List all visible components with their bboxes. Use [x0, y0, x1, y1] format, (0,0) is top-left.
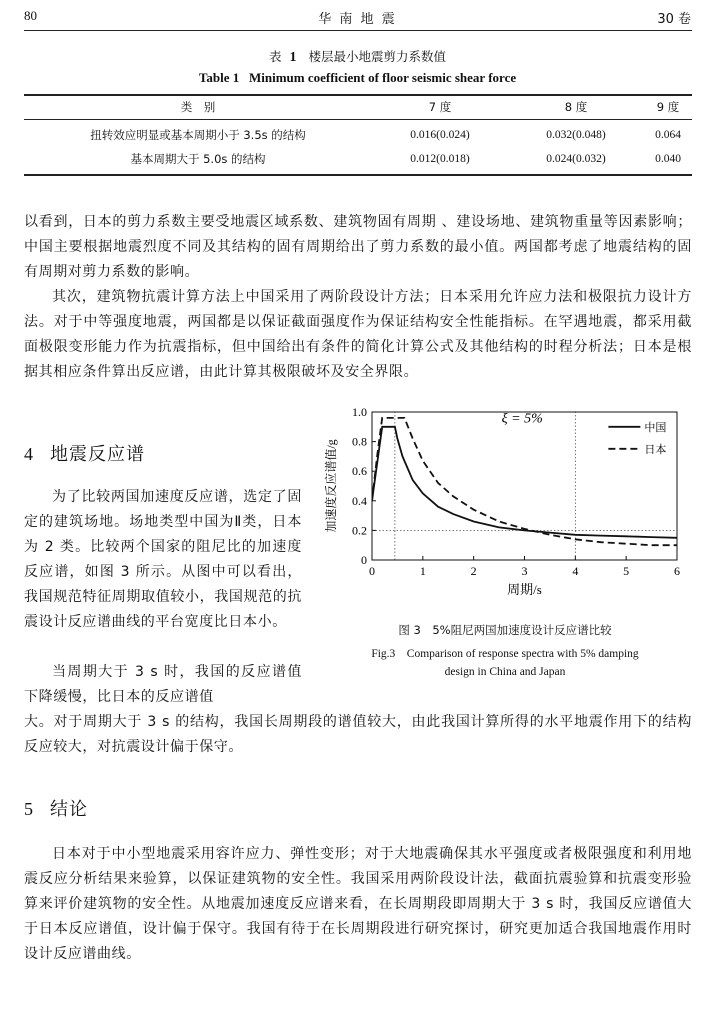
y-axis-label: 加速度反应谱值/g — [324, 439, 338, 533]
table-header-cell: 7 度 — [372, 95, 508, 120]
x-tick-label: 5 — [623, 564, 630, 578]
y-tick-label: 0.4 — [352, 493, 367, 508]
figure3-caption-en-2: design in China and Japan — [444, 666, 566, 678]
table-cell: 0.032(0.048) — [546, 129, 606, 141]
volume-label: 30 卷 — [657, 12, 691, 27]
table-header-cell: 8 度 — [508, 95, 644, 120]
section-number: 4 — [24, 444, 34, 464]
x-tick-label: 6 — [674, 564, 680, 578]
table-cell: 0.064 — [655, 129, 681, 141]
table-cell: 0.040 — [655, 153, 681, 165]
table1-caption-cn — [0, 47, 715, 66]
legend-label: 中国 — [644, 421, 667, 434]
legend-label: 日本 — [644, 443, 667, 456]
table-cell: 扭转效应明显或基本周期小于 3.5s 的结构 — [90, 128, 306, 142]
section-5-heading — [24, 795, 88, 821]
table-cell: 0.012(0.018) — [410, 153, 470, 165]
paragraph-1: 以看到，日本的剪力系数主要受地震区域系数、建筑物固有周期 、建设场地、建筑物重量等因素影响；中国主要根据地震烈度不同及其结构的固有周期给出了剪力系数的最小值。两国都考虑了地震结构的固有周期对剪力系数的影响。 — [24, 214, 692, 280]
x-tick-label: 4 — [572, 564, 579, 578]
table1-caption-prefix: 表 — [269, 49, 282, 64]
table1-caption-en: Table 1 Minimum coefficient of floor seismic shear force — [198, 70, 517, 85]
y-tick-label: 0.2 — [352, 523, 367, 538]
paragraph-3: 为了比较两国加速度反应谱，选定了固定的建筑场地。场地类型中国为Ⅱ类，日本为 2 类。比较两个国家的阻尼比的加速度反应谱，如图 3 所示。从图中可以看出，我国规范特征周期取值较小，我国规范的抗震设计反应谱曲线的平台宽度比日本小。 — [24, 489, 302, 630]
damping-annotation: ξ = 5% — [501, 411, 543, 427]
series-line-china — [372, 427, 677, 538]
table-header-cell: 类 别 — [24, 95, 372, 120]
table1 — [24, 95, 692, 171]
table-cell: 基本周期大于 5.0s 的结构 — [130, 152, 266, 166]
table1-caption-title: 楼层最小地震剪力系数值 — [308, 49, 446, 64]
section-title: 结论 — [50, 799, 88, 820]
paragraph-4b: 大。对于周期大于 3 s 的结构，我国长周期段的谱值较大，由此我国计算所得的水平地震作用下的结构反应较大，对抗震设计偏于保守。 — [24, 714, 692, 755]
x-tick-label: 3 — [521, 564, 528, 578]
section-4-heading — [24, 440, 145, 466]
x-tick-label: 2 — [470, 564, 477, 578]
x-tick-label: 1 — [419, 564, 426, 578]
table-header-row — [24, 95, 692, 120]
table-row — [24, 120, 692, 148]
figure3-caption-en-1: Fig.3 Comparison of response spectra with 5% damping — [371, 648, 639, 660]
series-line-japan — [372, 418, 677, 545]
y-tick-label: 1.0 — [352, 405, 367, 419]
table-header-cell: 9 度 — [644, 95, 692, 120]
x-axis-label: 周期/s — [507, 582, 542, 597]
paragraph-2: 其次，建筑物抗震计算方法上中国采用了两阶段设计方法；日本采用允许应力法和极限抗力设计方法。对于中等强度地震，两国都是以保证截面强度作为保证结构安全性能指标。在罕遇地震，都采用截面极限变形能力作为抗震指标，但中国给出有条件的简化计算公式及其他结构的时程分析法；日本是根据其相应条件算出反应谱，由此计算其极限破坏及安全界限。 — [24, 289, 692, 380]
figure3-caption-cn: 图 3 5%阻尼两国加速度设计反应谱比较 — [398, 623, 612, 637]
x-tick-label: 0 — [369, 564, 375, 578]
paragraph-5: 日本对于中小型地震采用容许应力、弹性变形；对于大地震确保其水平强度或者极限强度和利用地震反应分析结果来验算，以保证建筑物的安全性。我国采用两阶段设计法，截面抗震验算和抗震变形验算来评价建筑物的安全性。从地震加速度反应谱来看，在长周期段即周期大于 3 s 时，我国反应谱值大于日本反应谱值，设计偏于保守。我国有待于在长周期段进行研究探讨，研究更加适合我国地震作用时设计反应谱曲线。 — [24, 846, 692, 962]
table1-caption-number: 1 — [289, 50, 297, 65]
table-row — [24, 147, 692, 171]
journal-title: 华 南 地 震 — [318, 12, 397, 27]
section-title: 地震反应谱 — [50, 444, 145, 465]
section-number: 5 — [24, 799, 34, 819]
y-tick-label: 0.6 — [352, 464, 367, 479]
page-number: 80 — [24, 8, 37, 23]
y-tick-label: 0 — [361, 553, 367, 567]
table-cell: 0.024(0.032) — [546, 153, 606, 165]
header-rule — [24, 30, 692, 31]
figure3-chart — [320, 400, 700, 618]
table-cell: 0.016(0.024) — [410, 129, 470, 141]
y-tick-label: 0.8 — [352, 434, 367, 449]
plot-area — [323, 405, 680, 597]
table-bottom-rule — [24, 174, 692, 176]
paragraph-4a: 当周期大于 3 s 时，我国的反应谱值下降缓慢，比日本的反应谱值 — [24, 664, 302, 705]
